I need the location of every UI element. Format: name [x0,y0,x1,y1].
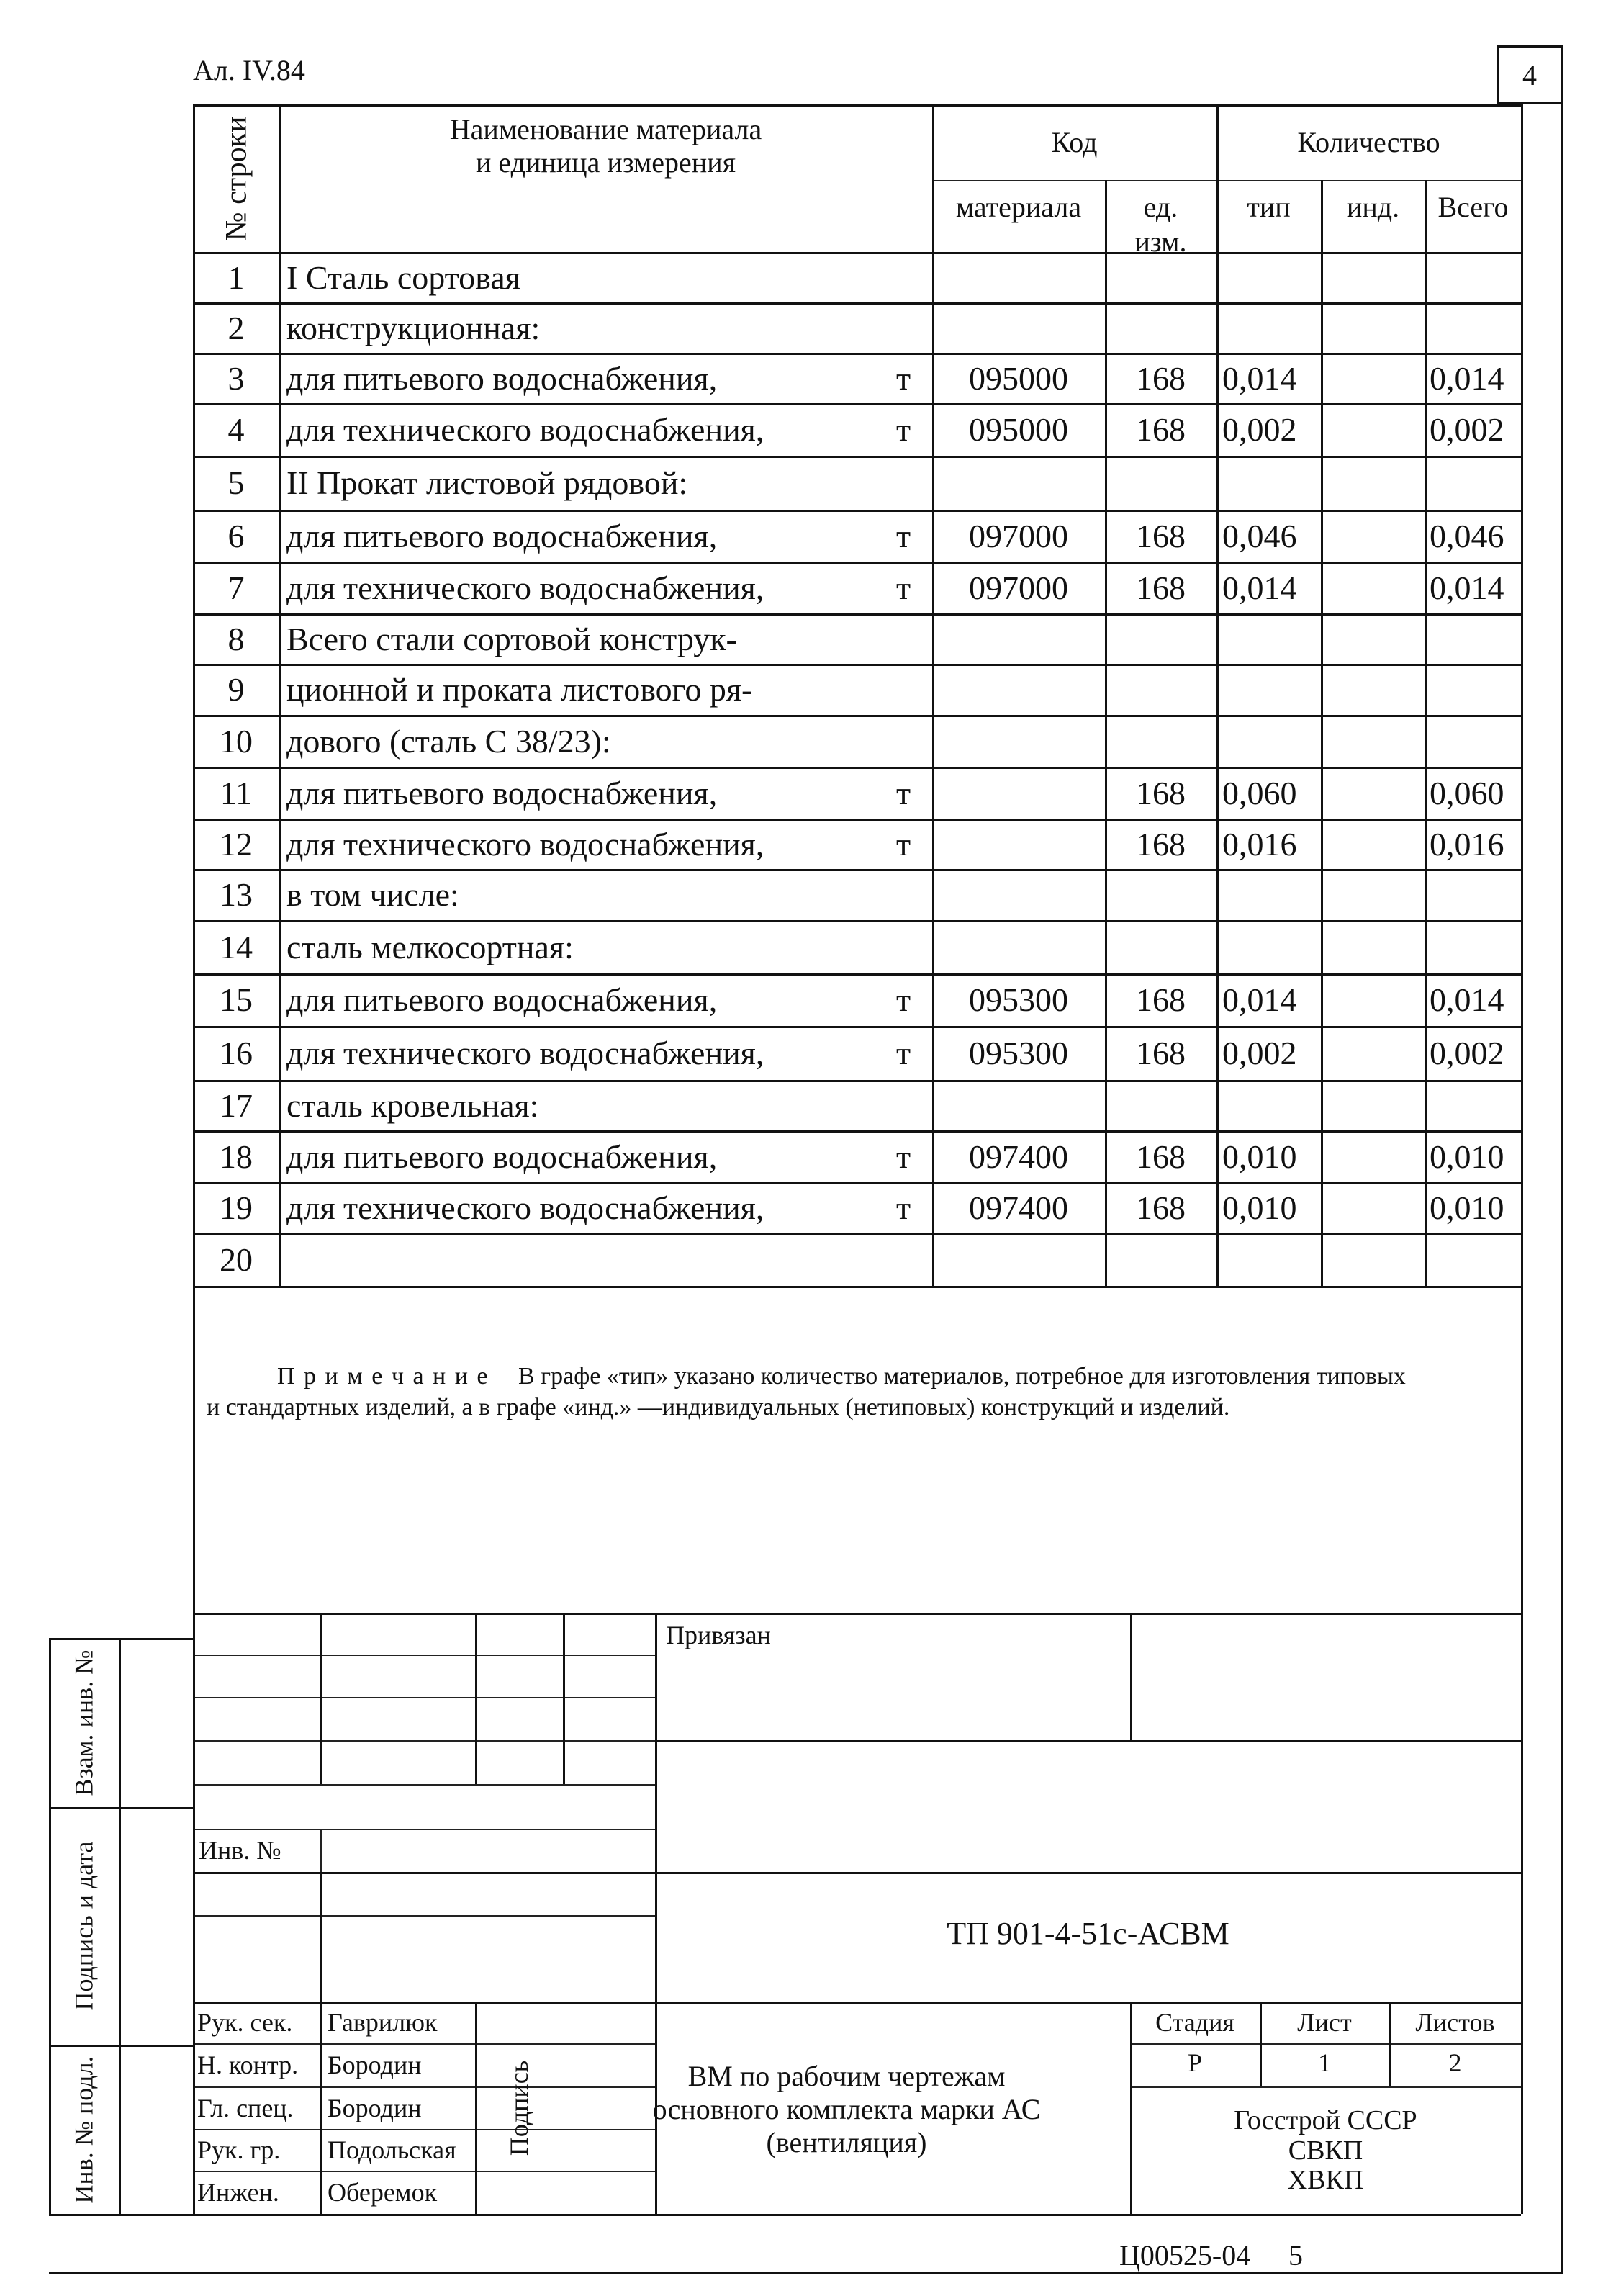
row-unit-code: 168 [1136,981,1186,1018]
frame-bottom [49,2272,1563,2274]
header-qty-total: Всего [1437,191,1509,223]
row-unit [875,252,932,302]
row-qty-total [1430,664,1521,715]
title-block-top [193,1613,1521,1615]
side-label-vzam: Взам. инв. № [69,1649,99,1796]
row-number: 4 [227,411,245,448]
row-name: для технического водоснабжения, [286,1189,764,1226]
row-unit-code: 168 [1136,569,1186,606]
row-qty-total: 0,046 [1430,517,1504,554]
row-material-code [932,920,1105,973]
row-qty-total: 0,014 [1430,981,1504,1018]
row-qty-ind [1321,302,1425,353]
row-qty-typ: 0,016 [1222,826,1297,863]
row-qty-typ [1222,920,1321,973]
header-code-unit: ед. изм. [1134,191,1187,258]
row-qty-typ [1222,456,1321,510]
row-unit-code: 168 [1136,826,1186,863]
row-number: 19 [220,1189,253,1226]
sheet-label: Лист [1297,2008,1352,2037]
row-unit-code: 168 [1136,1138,1186,1175]
row-qty-ind [1321,252,1425,302]
row-qty-total [1430,1080,1521,1130]
row-number: 17 [220,1086,253,1124]
stage-value: Р [1187,2048,1203,2077]
sheets-value: 2 [1448,2048,1462,2077]
row-qty-typ: 0,014 [1222,981,1297,1018]
title-block-rule [563,1613,565,1784]
row-unit [875,1233,932,1286]
row-name: для технического водоснабжения, [286,411,764,448]
row-qty-ind [1321,767,1425,819]
row-unit-code [1105,920,1216,973]
row-qty-ind [1321,1233,1425,1286]
row-material-code [932,613,1105,664]
footer-number: 5 [1288,2239,1303,2272]
row-unit [875,1080,932,1130]
album-reference: Ал. IV.84 [193,54,305,86]
side-label-inv-podl-cell [49,2045,119,2214]
row-number: 2 [227,309,245,346]
title-block-rule [193,1740,655,1742]
row-qty-ind [1321,920,1425,973]
header-quantity: Количество [1297,126,1440,158]
row-qty-ind [1321,869,1425,920]
row-qty-typ: 0,014 [1222,359,1297,397]
row-unit-code [1105,302,1216,353]
table-rule [1521,104,1523,1286]
row-qty-total [1430,613,1521,664]
signatures-cell [475,2002,563,2214]
row-material-code: 095300 [969,1035,1068,1071]
row-unit: т [895,981,911,1018]
title-block-rule [193,1784,655,1786]
row-qty-total [1430,252,1521,302]
row-unit [875,456,932,510]
row-name: сталь мелкосортная: [286,928,574,965]
row-name: для технического водоснабжения, [286,569,764,606]
row-qty-total: 0,014 [1430,569,1504,606]
title-block-rule [320,1872,322,2214]
row-qty-ind [1321,510,1425,562]
row-qty-typ: 0,010 [1222,1189,1297,1226]
row-number: 7 [227,569,245,606]
row-number: 1 [227,258,245,296]
stage-label: Стадия [1155,2008,1234,2037]
row-number: 5 [227,464,245,501]
row-number: 12 [220,826,253,863]
side-label-inv-podl: Инв. № подл. [69,2055,99,2204]
row-qty-total: 0,014 [1430,359,1504,397]
row-qty-typ [1222,613,1321,664]
title-block-rule [193,1697,655,1698]
doc-code: ТП 901-4-51с-АСВМ [947,1915,1229,1951]
row-unit: т [895,1035,911,1071]
row-unit [875,715,932,767]
page-number: 4 [1522,58,1537,91]
row-unit [875,869,932,920]
row-qty-total [1430,920,1521,973]
inv-no-label: Инв. № [199,1836,281,1865]
note-line-1: В графе «тип» указано количество материалов, потребное для изготовления типовых [518,1363,1406,1390]
row-unit: т [895,411,911,448]
row-qty-total: 0,010 [1430,1189,1504,1226]
row-unit-code [1105,715,1216,767]
side-label-podpis-data: Подпись и дата [69,1841,99,2011]
table-rule [279,104,281,1286]
row-qty-total: 0,060 [1430,775,1504,811]
row-name: для технического водоснабжения, [286,1035,764,1071]
row-unit: т [895,517,911,554]
role-person: Бородин [328,2050,422,2079]
row-unit-code [1105,869,1216,920]
row-qty-total [1430,302,1521,353]
row-name: сталь кровельная: [286,1086,539,1124]
row-name: для питьевого водоснабжения, [286,1138,718,1175]
row-qty-typ [1222,715,1321,767]
page-number-box [1497,45,1563,104]
row-material-code [932,456,1105,510]
row-qty-total: 0,002 [1430,1035,1504,1071]
row-qty-total [1430,1233,1521,1286]
row-number: 6 [227,517,245,554]
row-qty-ind [1321,562,1425,613]
title-block-rule [193,1915,655,1917]
row-unit [875,920,932,973]
row-qty-ind [1321,664,1425,715]
doc-title: ВМ по рабочим чертежам основного комплекта марки АС (вентиляция) [652,2060,1041,2158]
role-title: Н. контр. [197,2050,299,2079]
privyazan-label: Привязан [666,1621,771,1649]
signatures-label: Подпись [505,2060,533,2156]
row-qty-typ [1222,1233,1321,1286]
row-qty-ind [1321,1026,1425,1080]
header-qty-typ: тип [1247,191,1291,223]
role-person: Подольская [328,2135,456,2164]
row-qty-typ: 0,060 [1222,775,1297,811]
table-rule [1216,104,1219,1286]
note-label: П р и м е ч а н и е [277,1363,489,1390]
row-name: для питьевого водоснабжения, [286,775,718,811]
title-block-rule [49,2214,193,2216]
row-number: 8 [227,620,245,657]
row-qty-typ: 0,014 [1222,569,1297,606]
row-name: ционной и проката листового ря- [286,671,753,708]
title-block-rule [1521,1613,1523,2214]
row-material-code [932,767,1105,819]
row-qty-ind [1321,456,1425,510]
row-number: 10 [220,722,253,760]
row-material-code [932,1233,1105,1286]
row-material-code [932,302,1105,353]
row-qty-total [1430,869,1521,920]
row-material-code [932,869,1105,920]
role-person: Оберемок [328,2178,438,2207]
title-block-rule [320,1613,322,1784]
row-number: 13 [220,876,253,913]
row-unit-code [1105,664,1216,715]
row-unit: т [895,826,911,863]
title-block-rule [1130,2086,1521,2088]
row-unit-code [1105,456,1216,510]
row-number: 18 [220,1138,253,1175]
row-name [286,1233,875,1286]
row-material-code: 097000 [969,517,1068,554]
row-unit-code [1105,1080,1216,1130]
header-code: Код [1051,126,1098,158]
note-frame-right [1521,1286,1523,1613]
row-number: 15 [220,981,253,1018]
header-name: Наименование материала и единица измерения [449,113,762,179]
row-qty-total: 0,002 [1430,411,1504,448]
row-number: 9 [227,671,245,708]
title-block-bottom [193,2214,1521,2216]
row-name: в том числе: [286,876,459,913]
row-unit: т [895,1189,911,1226]
row-qty-typ [1222,1080,1321,1130]
row-unit: т [895,1138,911,1175]
row-unit-code [1105,252,1216,302]
row-qty-ind [1321,403,1425,456]
row-unit: т [895,569,911,606]
row-material-code: 095000 [969,411,1068,448]
title-block-rule [119,1638,121,2214]
row-material-code [932,664,1105,715]
row-name: конструкционная: [286,309,541,346]
role-person: Гаврилюк [328,2008,438,2037]
row-qty-ind [1321,353,1425,403]
row-qty-typ [1222,302,1321,353]
row-qty-typ [1222,664,1321,715]
role-title: Рук. сек. [197,2008,293,2037]
row-qty-typ: 0,002 [1222,411,1297,448]
row-material-code: 097400 [969,1189,1068,1226]
row-name: для технического водоснабжения, [286,826,764,863]
organization: Госстрой СССР СВКП ХВКП [1234,2104,1417,2196]
row-name: Всего стали сортовой конструк- [286,620,737,657]
side-label-vzam-cell [49,1638,119,1807]
note-line-2: и стандартных изделий, а в графе «инд.» —индивидуальных (нетиповых) конструкций и изделий. [207,1394,1230,1421]
row-unit-code: 168 [1136,411,1186,448]
footer-code: Ц00525-04 [1119,2239,1251,2272]
role-person: Бородин [328,2093,422,2122]
row-name: для питьевого водоснабжения, [286,359,718,397]
row-material-code: 097400 [969,1138,1068,1175]
row-name: для питьевого водоснабжения, [286,517,718,554]
row-name: дового (сталь С 38/23): [286,722,611,760]
row-unit [875,664,932,715]
row-material-code [932,1080,1105,1130]
title-block-rule [1130,1613,1132,1740]
role-title: Гл. спец. [197,2093,294,2122]
row-unit-code [1105,613,1216,664]
row-material-code: 097000 [969,569,1068,606]
row-number: 3 [227,359,245,397]
row-qty-typ: 0,002 [1222,1035,1297,1071]
row-qty-ind [1321,715,1425,767]
row-qty-typ: 0,010 [1222,1138,1297,1175]
row-material-code [932,252,1105,302]
title-block-rule [193,1872,1521,1874]
row-unit-code: 168 [1136,517,1186,554]
row-qty-typ [1222,869,1321,920]
role-title: Рук. гр. [197,2135,281,2164]
title-block-rule [193,1613,195,2214]
row-qty-ind [1321,1130,1425,1182]
row-qty-ind [1321,1080,1425,1130]
title-block-rule [193,1655,655,1656]
header-qty-ind: инд. [1346,191,1400,223]
row-qty-total [1430,715,1521,767]
note-frame-left [193,1286,195,1613]
row-unit-code: 168 [1136,1035,1186,1071]
row-qty-total [1430,456,1521,510]
row-material-code: 095000 [969,359,1068,397]
side-label-podpis-data-cell [49,1807,119,2045]
row-number: 14 [220,928,253,965]
table-rule [1425,180,1427,1286]
header-code-material: материала [955,191,1082,223]
row-unit [875,302,932,353]
row-rule [193,1286,1521,1288]
row-unit: т [895,775,911,811]
row-qty-typ [1222,252,1321,302]
title-block-rule [475,1613,477,1784]
row-unit: т [895,359,911,397]
row-qty-typ: 0,046 [1222,517,1297,554]
sheet-value: 1 [1318,2048,1331,2077]
row-qty-total: 0,016 [1430,826,1504,863]
header-row-number [193,104,279,252]
row-qty-ind [1321,1182,1425,1233]
row-material-code: 095300 [969,981,1068,1018]
row-number: 16 [220,1035,253,1071]
row-qty-ind [1321,973,1425,1026]
row-qty-ind [1321,819,1425,869]
row-material-code [932,715,1105,767]
sheets-label: Листов [1415,2008,1495,2037]
frame-right [1561,104,1563,2272]
row-qty-ind [1321,613,1425,664]
header-row-number-label: № строки [220,116,253,240]
row-unit-code [1105,1233,1216,1286]
row-number: 20 [220,1241,253,1278]
row-name: II Прокат листовой рядовой: [286,464,688,501]
row-name: I Сталь сортовая [286,258,520,296]
title-block-rule [655,1740,1521,1742]
row-qty-total: 0,010 [1430,1138,1504,1175]
row-unit [875,613,932,664]
row-unit-code: 168 [1136,359,1186,397]
row-number: 11 [220,775,253,811]
row-unit-code: 168 [1136,1189,1186,1226]
row-material-code [932,819,1105,869]
row-unit-code: 168 [1136,775,1186,811]
role-title: Инжен. [197,2178,279,2207]
row-name: для питьевого водоснабжения, [286,981,718,1018]
